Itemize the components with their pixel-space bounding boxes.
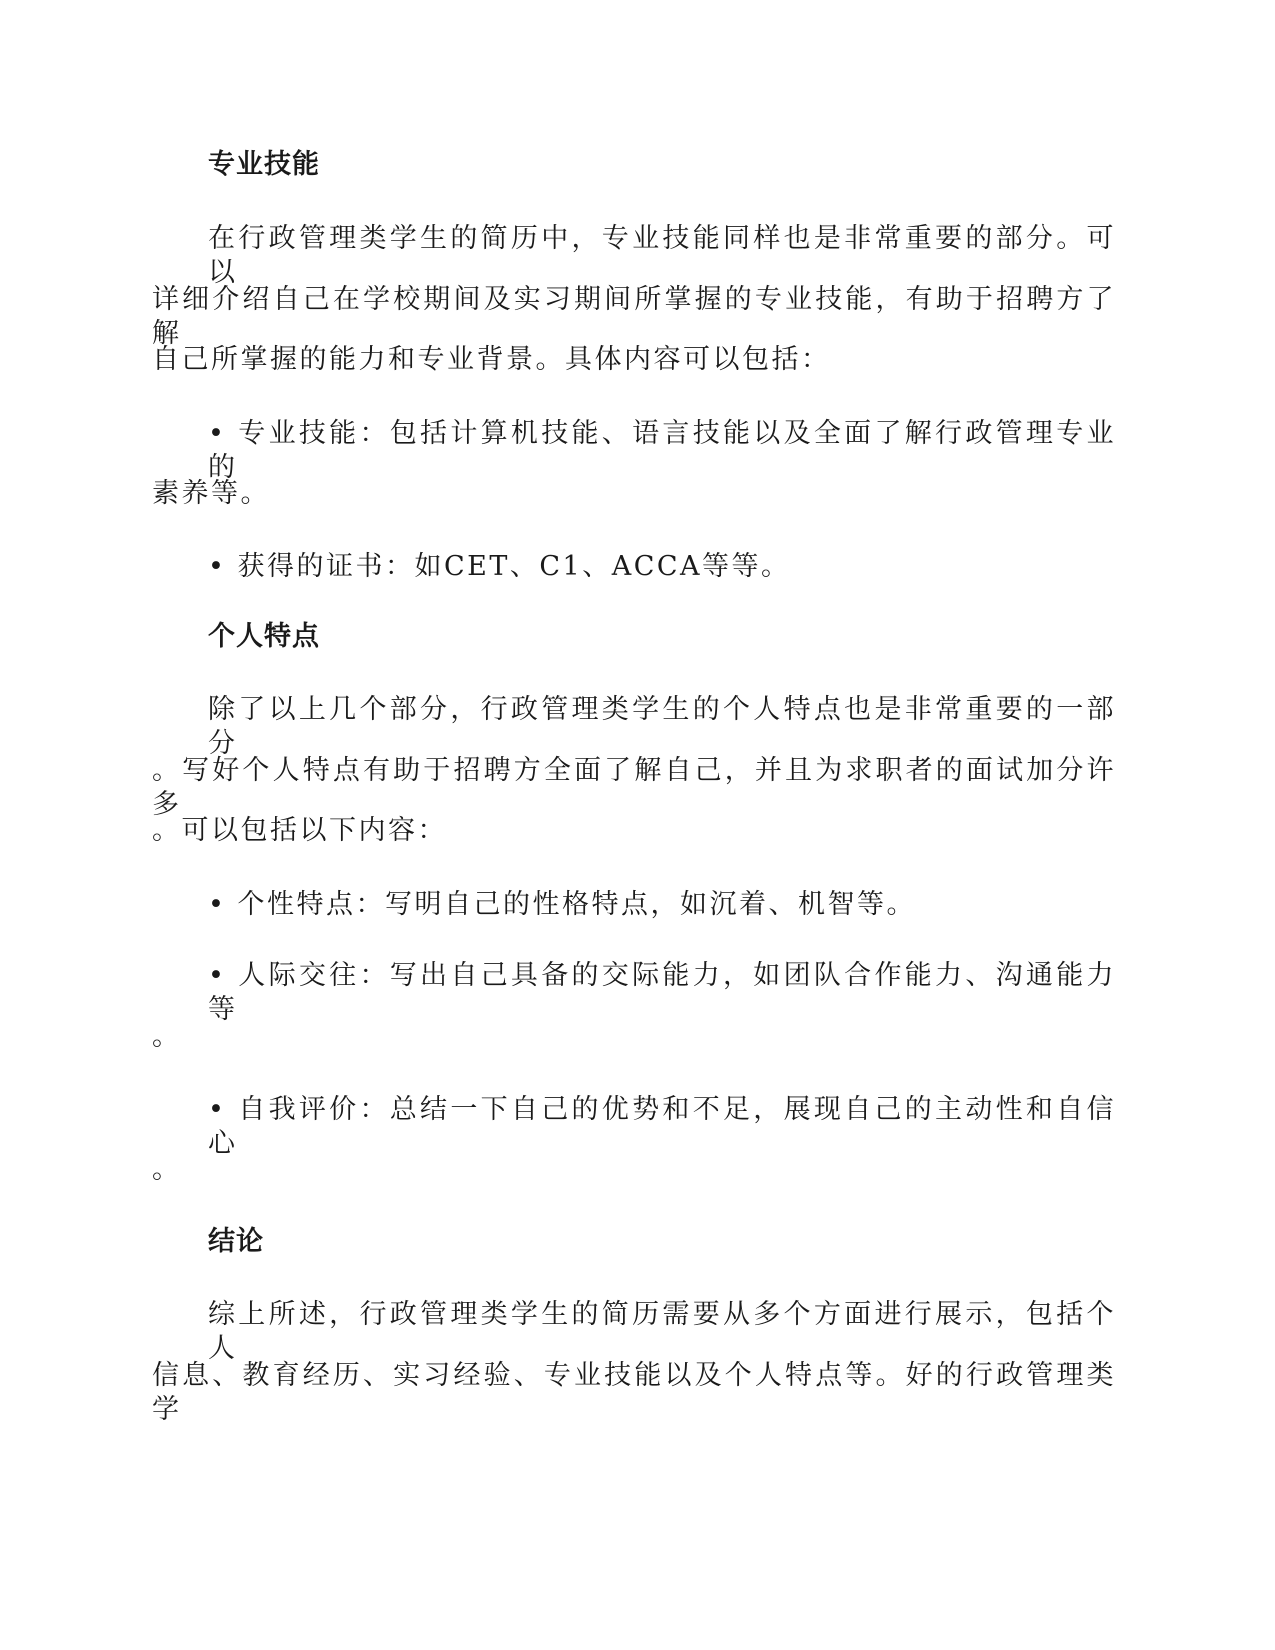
conclusion-paragraph-line-2: 信息、教育经历、实习经验、专业技能以及个人特点等。好的行政管理类学 [152, 1360, 1116, 1425]
traits-paragraph-line-1: 除了以上几个部分，行政管理类学生的个人特点也是非常重要的一部分 [208, 694, 1116, 759]
section-heading-skills: 专业技能 [208, 149, 320, 180]
skills-bullet-2: • 获得的证书：如CET、C1、ACCA等等。 [208, 551, 791, 582]
section-heading-traits: 个人特点 [208, 621, 320, 652]
traits-bullet-2-line-2: 。 [152, 1021, 182, 1052]
skills-bullet-1-line-2: 素养等。 [152, 478, 270, 509]
conclusion-paragraph-line-1: 综上所述，行政管理类学生的简历需要从多个方面进行展示，包括个人 [208, 1299, 1116, 1364]
skills-bullet-1-line-1: • 专业技能：包括计算机技能、语言技能以及全面了解行政管理专业的 [208, 418, 1116, 483]
traits-bullet-3-line-2: 。 [152, 1154, 182, 1185]
skills-paragraph-line-1: 在行政管理类学生的简历中，专业技能同样也是非常重要的部分。可以 [208, 223, 1116, 288]
traits-bullet-1: • 个性特点：写明自己的性格特点，如沉着、机智等。 [208, 889, 917, 920]
traits-bullet-2-line-1: • 人际交往：写出自己具备的交际能力，如团队合作能力、沟通能力等 [208, 960, 1116, 1025]
traits-paragraph-line-3: 。可以包括以下内容： [152, 815, 447, 846]
traits-paragraph-line-2: 。写好个人特点有助于招聘方全面了解自己，并且为求职者的面试加分许多 [152, 755, 1116, 820]
skills-paragraph-line-3: 自己所掌握的能力和专业背景。具体内容可以包括： [152, 344, 831, 375]
skills-paragraph-line-2: 详细介绍自己在学校期间及实习期间所掌握的专业技能，有助于招聘方了解 [152, 284, 1116, 349]
traits-bullet-3-line-1: • 自我评价：总结一下自己的优势和不足，展现自己的主动性和自信心 [208, 1094, 1116, 1159]
section-heading-conclusion: 结论 [208, 1226, 264, 1257]
